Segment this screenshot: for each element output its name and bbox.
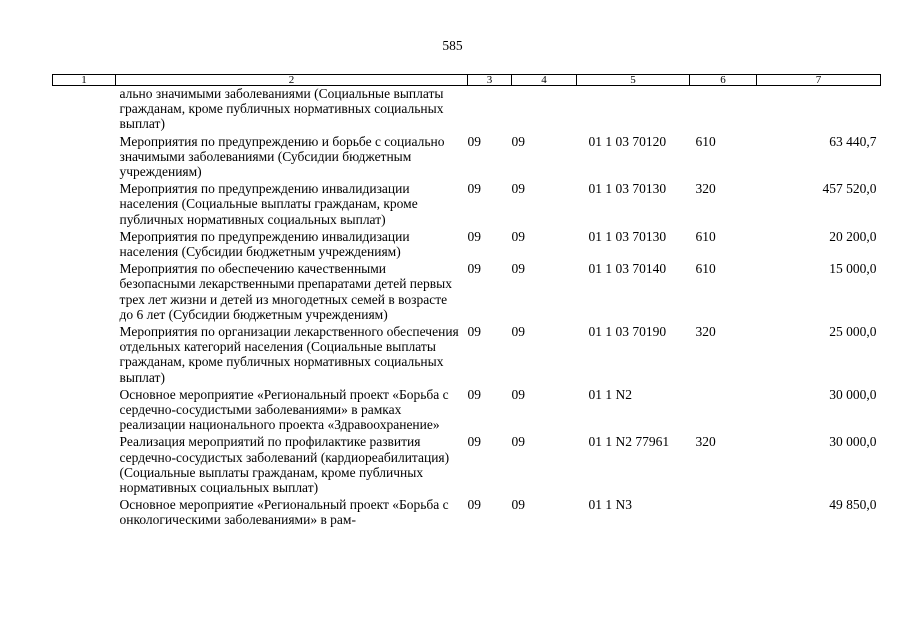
- header-col-6: 6: [690, 75, 757, 86]
- cell-blank: [53, 387, 116, 435]
- header-col-3: 3: [468, 75, 512, 86]
- cell-name: Мероприятия по обеспечению качественными безопасными лекарственными препаратами детей первых трех лет жизни и детей из многодетных семей в возрасте до 6 лет (Субсидии бюджетным учреждениям): [119, 261, 452, 322]
- cell-section: 09: [467, 133, 481, 149]
- cell-expense-type: 610: [695, 133, 716, 149]
- cell-subsection: 09: [511, 324, 525, 340]
- cell-target-code: [577, 86, 690, 134]
- page-number: 585: [442, 38, 463, 53]
- table-header: [53, 75, 881, 86]
- cell-subsection: 09: [511, 181, 525, 197]
- cell-blank: [53, 181, 116, 229]
- cell-expense-type: [690, 497, 757, 529]
- cell-subsection: 09: [511, 434, 525, 450]
- cell-subsection: 09: [511, 261, 525, 277]
- cell-expense-type: [690, 387, 757, 435]
- table-row: [53, 181, 881, 229]
- table-row: [53, 134, 881, 182]
- cell-amount: 20 200,0: [829, 228, 877, 244]
- cell-section: 09: [467, 324, 481, 340]
- cell-amount: 30 000,0: [829, 386, 877, 402]
- cell-target-code: 01 1 03 70120: [588, 133, 667, 149]
- cell-amount: 15 000,0: [829, 261, 877, 277]
- cell-section: 09: [467, 434, 481, 450]
- cell-section: 09: [467, 228, 481, 244]
- header-col-2: 2: [116, 75, 468, 86]
- cell-target-code: 01 1 N2: [588, 386, 632, 402]
- cell-expense-type: 320: [695, 324, 716, 340]
- header-col-7: 7: [757, 75, 881, 86]
- header-col-1: 1: [53, 75, 116, 86]
- cell-subsection: [512, 86, 577, 134]
- table-row: [53, 261, 881, 324]
- cell-blank: [53, 324, 116, 387]
- cell-subsection: 09: [511, 133, 525, 149]
- cell-subsection: 09: [511, 228, 525, 244]
- cell-blank: [53, 261, 116, 324]
- cell-blank: [53, 134, 116, 182]
- cell-amount: 25 000,0: [829, 324, 877, 340]
- cell-name: Реализация мероприятий по профилактике развития сердечно-сосудистых заболеваний (кардиореабилитация) (Социальные выплаты гражданам, кроме публичных нормативных социальных выплат): [119, 434, 450, 496]
- cell-subsection: 09: [511, 497, 525, 513]
- cell-blank: [53, 229, 116, 261]
- cell-blank: [53, 434, 116, 497]
- cell-subsection: 09: [511, 386, 525, 402]
- cell-target-code: 01 1 03 70140: [588, 261, 667, 277]
- cell-name: Мероприятия по предупреждению инвалидизации населения (Социальные выплаты гражданам, кроме публичных нормативных социальных выплат): [119, 181, 418, 227]
- table-body: [53, 86, 881, 530]
- cell-expense-type: 320: [695, 181, 716, 197]
- cell-target-code: 01 1 03 70190: [588, 324, 667, 340]
- cell-name: Мероприятия по предупреждению и борьбе с социально значимыми заболеваниями (Субсидии бюджетным учреждениям): [119, 133, 445, 180]
- cell-target-code: 01 1 03 70130: [588, 181, 667, 197]
- table-row: [53, 229, 881, 261]
- table-row: [53, 497, 881, 529]
- cell-section: [468, 86, 512, 134]
- header-row: [53, 75, 881, 86]
- cell-name: Основное мероприятие «Региональный проект «Борьба с онкологическими заболеваниями» в рам-: [119, 497, 449, 528]
- cell-amount: 30 000,0: [829, 434, 877, 450]
- header-col-5: 5: [577, 75, 690, 86]
- cell-name: Мероприятия по предупреждению инвалидизации населения (Субсидии бюджетным учреждениям): [119, 228, 410, 260]
- cell-target-code: 01 1 N3: [588, 497, 632, 513]
- cell-name: Основное мероприятие «Региональный проект «Борьба с сердечно-сосудистыми заболеваниями» в рамках реализации национального проекта «Здравоохранение»: [119, 386, 449, 433]
- cell-target-code: 01 1 03 70130: [588, 228, 667, 244]
- cell-name: ально значимыми заболеваниями (Социальные выплаты гражданам, кроме публичных нормативных социальных выплат): [119, 86, 444, 132]
- cell-target-code: 01 1 N2 77961: [588, 434, 670, 450]
- table-row: [53, 86, 881, 134]
- cell-amount: 49 850,0: [829, 497, 877, 513]
- cell-blank: [53, 86, 116, 134]
- table-row: [53, 434, 881, 497]
- budget-table: [52, 74, 881, 530]
- cell-section: 09: [467, 261, 481, 277]
- cell-expense-type: 610: [695, 261, 716, 277]
- cell-expense-type: [690, 86, 757, 134]
- table-row: [53, 387, 881, 435]
- cell-expense-type: 320: [695, 434, 716, 450]
- cell-name: Мероприятия по организации лекарственного обеспечения отдельных категорий населения (Социальные выплаты гражданам, кроме публичных нормативных социальных выплат): [119, 324, 459, 385]
- cell-section: 09: [467, 386, 481, 402]
- table-row: [53, 324, 881, 387]
- cell-amount: 63 440,7: [829, 133, 877, 149]
- cell-section: 09: [467, 497, 481, 513]
- cell-blank: [53, 497, 116, 529]
- header-col-4: 4: [512, 75, 577, 86]
- cell-amount: [757, 86, 881, 134]
- cell-expense-type: 610: [695, 228, 716, 244]
- cell-amount: 457 520,0: [822, 181, 877, 197]
- cell-section: 09: [467, 181, 481, 197]
